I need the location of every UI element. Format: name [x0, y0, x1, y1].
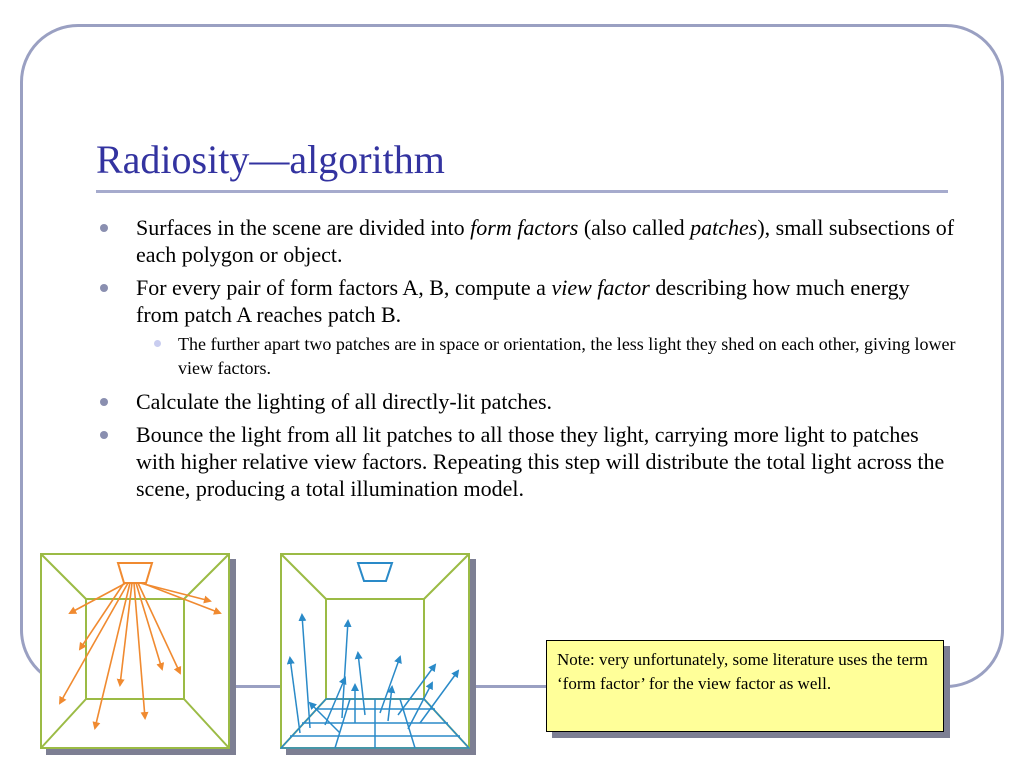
bullet-item: Bounce the light from all lit patches to all those they light, carrying more light to patches with higher relative view factors. Repeating this step will distribute the total light across the scene, producing a total illumination model.	[96, 421, 956, 502]
bullet-dot	[100, 224, 108, 232]
note-box: Note: very unfortunately, some literature uses the term ‘form factor’ for the view factor as well.	[546, 640, 944, 732]
bullet-item: Surfaces in the scene are divided into form factors (also called patches), small subsections of each polygon or object.	[96, 214, 956, 268]
room-with-bounced-rays	[280, 553, 470, 749]
bullet-item: Calculate the lighting of all directly-lit patches.	[96, 388, 956, 415]
bullet-dot	[100, 398, 108, 406]
slide-title: Radiosity—algorithm	[96, 137, 445, 182]
bullet-list	[96, 214, 956, 508]
bullet-dot	[100, 431, 108, 439]
sub-bullet-item: The further apart two patches are in space or orientation, the less light they shed on each other, giving lower view factors.	[96, 332, 956, 380]
title-underline	[96, 190, 948, 193]
direct-lighting-illustration	[40, 553, 230, 749]
room-with-light-rays	[40, 553, 230, 749]
bounced-lighting-illustration	[280, 553, 470, 749]
sub-bullet-dot	[154, 340, 161, 347]
bullet-item: For every pair of form factors A, B, compute a view factor describing how much energy from patch A reaches patch B.	[96, 274, 956, 328]
bullet-dot	[100, 284, 108, 292]
